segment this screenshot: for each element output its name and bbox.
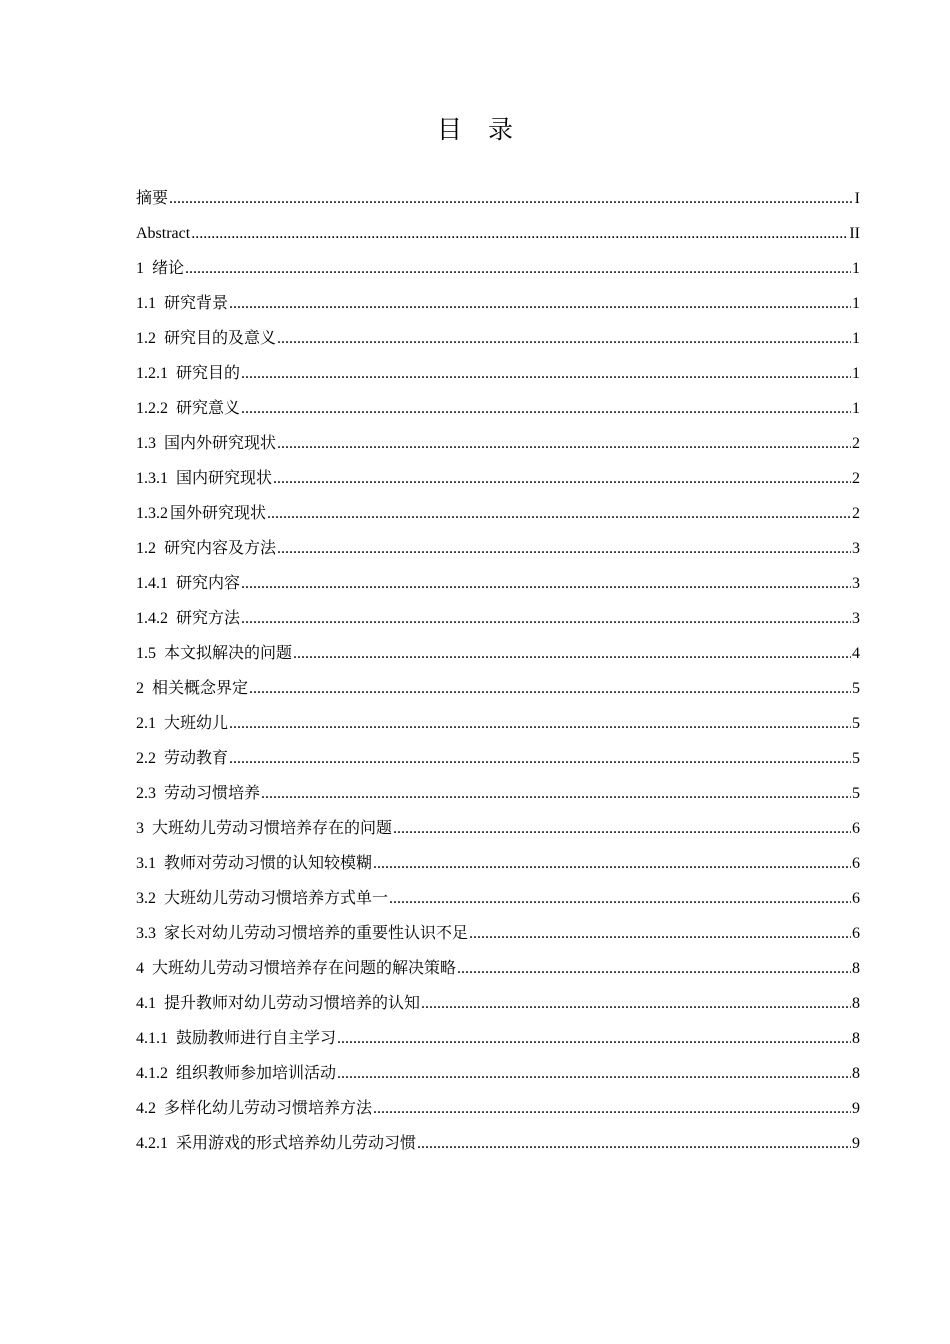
toc-leader-dots bbox=[229, 286, 851, 321]
toc-page-number: 6 bbox=[852, 925, 860, 942]
toc-entry-label: 2.1 大班幼儿 bbox=[136, 715, 229, 732]
toc-entry-number: 2.1 bbox=[136, 715, 156, 732]
toc-entry[interactable] bbox=[136, 916, 860, 951]
toc-entry-number: 1.2.2 bbox=[136, 400, 168, 417]
toc-entry-number: 4.2 bbox=[136, 1100, 156, 1117]
toc-leader-dots bbox=[185, 251, 851, 286]
toc-entry-label: 4.2.1 采用游戏的形式培养幼儿劳动习惯 bbox=[136, 1135, 417, 1152]
toc-leader-dots bbox=[229, 741, 851, 776]
toc-leader-dots bbox=[241, 566, 851, 601]
toc-entry[interactable] bbox=[136, 286, 860, 321]
toc-leader-dots bbox=[241, 356, 851, 391]
toc-leader-dots bbox=[417, 1126, 851, 1161]
toc-entry-label: 3.3 家长对幼儿劳动习惯培养的重要性认识不足 bbox=[136, 925, 469, 942]
toc-entry[interactable] bbox=[136, 811, 860, 846]
toc-entry-label: 1.2 研究目的及意义 bbox=[136, 330, 277, 347]
toc-entry-label: 1.2.1 研究目的 bbox=[136, 365, 241, 382]
toc-leader-dots bbox=[293, 636, 851, 671]
toc-entry[interactable] bbox=[136, 881, 860, 916]
toc-page-number: 4 bbox=[852, 645, 860, 662]
toc-entry[interactable] bbox=[136, 951, 860, 986]
toc-entry[interactable] bbox=[136, 706, 860, 741]
toc-entry-label: 1.4.2 研究方法 bbox=[136, 610, 241, 627]
toc-leader-dots bbox=[277, 426, 851, 461]
toc-entry-number: 1.2 bbox=[136, 540, 156, 557]
toc-leader-dots bbox=[421, 986, 851, 1021]
toc-entry-number: 2.3 bbox=[136, 785, 156, 802]
toc-entry-label: 1.3.1 国内研究现状 bbox=[136, 470, 273, 487]
toc-entry[interactable] bbox=[136, 321, 860, 356]
toc-entry[interactable] bbox=[136, 181, 860, 216]
toc-entry-number: 3.3 bbox=[136, 925, 156, 942]
toc-page-number: 9 bbox=[852, 1100, 860, 1117]
toc-entry[interactable] bbox=[136, 671, 860, 706]
toc-page-number: 3 bbox=[852, 540, 860, 557]
toc-leader-dots bbox=[337, 1056, 851, 1091]
toc-entry-label: 1.2.2 研究意义 bbox=[136, 400, 241, 417]
toc-entry[interactable] bbox=[136, 636, 860, 671]
toc-page-number: 8 bbox=[852, 995, 860, 1012]
toc-entry-number: 3 bbox=[136, 820, 144, 837]
toc-entry-label: 3 大班幼儿劳动习惯培养存在的问题 bbox=[136, 820, 393, 837]
toc-entry-number: 4 bbox=[136, 960, 144, 977]
toc-leader-dots bbox=[249, 671, 851, 706]
toc-page-number: II bbox=[849, 225, 860, 242]
toc-leader-dots bbox=[389, 881, 851, 916]
toc-entry[interactable] bbox=[136, 531, 860, 566]
toc-page-number: 5 bbox=[852, 785, 860, 802]
toc-entry-number: 1.3 bbox=[136, 435, 156, 452]
toc-page-number: 1 bbox=[852, 260, 860, 277]
toc-entry[interactable] bbox=[136, 1021, 860, 1056]
toc-page-number: 8 bbox=[852, 1030, 860, 1047]
toc-page-number: 5 bbox=[852, 680, 860, 697]
toc-leader-dots bbox=[241, 391, 851, 426]
toc-leader-dots bbox=[229, 706, 851, 741]
toc-entry-label: 4.1 提升教师对幼儿劳动习惯培养的认知 bbox=[136, 995, 421, 1012]
toc-entry[interactable] bbox=[136, 1126, 860, 1161]
toc-entry[interactable] bbox=[136, 251, 860, 286]
toc-entry-label: 4 大班幼儿劳动习惯培养存在问题的解决策略 bbox=[136, 960, 457, 977]
toc-entry[interactable] bbox=[136, 216, 860, 251]
toc-leader-dots bbox=[273, 461, 851, 496]
toc-entry-number: 3.1 bbox=[136, 855, 156, 872]
toc-page-number: 6 bbox=[852, 820, 860, 837]
toc-page-number: I bbox=[854, 190, 860, 207]
toc-leader-dots bbox=[469, 916, 851, 951]
toc-leader-dots bbox=[261, 776, 851, 811]
toc-entry-label: 2 相关概念界定 bbox=[136, 680, 249, 697]
toc-entry[interactable] bbox=[136, 1056, 860, 1091]
toc-page-number: 8 bbox=[852, 1065, 860, 1082]
toc-entry-label: 1.3.2 国外研究现状 bbox=[136, 505, 267, 522]
toc-list bbox=[136, 181, 860, 1161]
toc-entry-number: 4.1 bbox=[136, 995, 156, 1012]
toc-entry-number: 1.4.1 bbox=[136, 575, 168, 592]
toc-entry[interactable] bbox=[136, 601, 860, 636]
toc-entry-number: 2.2 bbox=[136, 750, 156, 767]
toc-leader-dots bbox=[277, 531, 851, 566]
toc-page-number: 3 bbox=[852, 610, 860, 627]
toc-leader-dots bbox=[277, 321, 851, 356]
toc-page-number: 2 bbox=[852, 470, 860, 487]
toc-entry[interactable] bbox=[136, 1091, 860, 1126]
toc-leader-dots bbox=[373, 1091, 851, 1126]
toc-entry-label: 摘要 bbox=[136, 190, 169, 207]
toc-page-number: 5 bbox=[852, 715, 860, 732]
toc-leader-dots bbox=[373, 846, 851, 881]
toc-entry-label: 1.3 国内外研究现状 bbox=[136, 435, 277, 452]
toc-entry[interactable] bbox=[136, 846, 860, 881]
toc-entry-label: Abstract bbox=[136, 225, 191, 242]
toc-leader-dots bbox=[169, 181, 854, 216]
toc-page-number: 2 bbox=[852, 505, 860, 522]
toc-entry[interactable] bbox=[136, 356, 860, 391]
toc-entry-number: 1 bbox=[136, 260, 144, 277]
toc-entry[interactable] bbox=[136, 391, 860, 426]
toc-leader-dots bbox=[267, 496, 851, 531]
toc-leader-dots bbox=[241, 601, 851, 636]
toc-entry[interactable] bbox=[136, 496, 860, 531]
toc-entry-number: 1.3.1 bbox=[136, 470, 168, 487]
toc-entry[interactable] bbox=[136, 986, 860, 1021]
toc-entry-number: 4.1.2 bbox=[136, 1065, 168, 1082]
toc-entry[interactable] bbox=[136, 566, 860, 601]
toc-entry-number: 1.1 bbox=[136, 295, 156, 312]
toc-leader-dots bbox=[457, 951, 851, 986]
toc-page-number: 6 bbox=[852, 890, 860, 907]
toc-page-number: 8 bbox=[852, 960, 860, 977]
toc-entry-label: 4.1.2 组织教师参加培训活动 bbox=[136, 1065, 337, 1082]
toc-entry-label: 3.1 教师对劳动习惯的认知较模糊 bbox=[136, 855, 373, 872]
toc-page-number: 1 bbox=[852, 365, 860, 382]
toc-entry-label: 1 绪论 bbox=[136, 260, 185, 277]
toc-entry[interactable] bbox=[136, 741, 860, 776]
toc-entry-number: 2 bbox=[136, 680, 144, 697]
toc-entry[interactable] bbox=[136, 426, 860, 461]
toc-entry-number: 4.1.1 bbox=[136, 1030, 168, 1047]
toc-page-number: 6 bbox=[852, 855, 860, 872]
toc-entry-label: 2.2 劳动教育 bbox=[136, 750, 229, 767]
toc-page-number: 1 bbox=[852, 330, 860, 347]
toc-entry-label: 1.2 研究内容及方法 bbox=[136, 540, 277, 557]
toc-entry[interactable] bbox=[136, 461, 860, 496]
toc-entry-label: 3.2 大班幼儿劳动习惯培养方式单一 bbox=[136, 890, 389, 907]
toc-entry-label: 1.1 研究背景 bbox=[136, 295, 229, 312]
toc-page-number: 5 bbox=[852, 750, 860, 767]
toc-entry-number: 3.2 bbox=[136, 890, 156, 907]
toc-leader-dots bbox=[191, 216, 848, 251]
toc-entry-number: 1.2.1 bbox=[136, 365, 168, 382]
toc-entry-label: 4.1.1 鼓励教师进行自主学习 bbox=[136, 1030, 337, 1047]
toc-entry-label: 1.5 本文拟解决的问题 bbox=[136, 645, 293, 662]
toc-page-number: 1 bbox=[852, 400, 860, 417]
toc-leader-dots bbox=[393, 811, 851, 846]
toc-entry-number: 1.3.2 bbox=[136, 505, 168, 522]
toc-entry-label: 2.3 劳动习惯培养 bbox=[136, 785, 261, 802]
toc-page-number: 3 bbox=[852, 575, 860, 592]
toc-entry-number: 1.2 bbox=[136, 330, 156, 347]
toc-page-number: 1 bbox=[852, 295, 860, 312]
toc-page-number: 9 bbox=[852, 1135, 860, 1152]
toc-entry-number: 1.4.2 bbox=[136, 610, 168, 627]
toc-leader-dots bbox=[337, 1021, 851, 1056]
toc-entry-number: 1.5 bbox=[136, 645, 156, 662]
toc-entry-label: 4.2 多样化幼儿劳动习惯培养方法 bbox=[136, 1100, 373, 1117]
page-title: 目录 bbox=[436, 115, 539, 144]
toc-page-number: 2 bbox=[852, 435, 860, 452]
toc-entry[interactable] bbox=[136, 776, 860, 811]
toc-entry-number: 4.2.1 bbox=[136, 1135, 168, 1152]
toc-entry-label: 1.4.1 研究内容 bbox=[136, 575, 241, 592]
